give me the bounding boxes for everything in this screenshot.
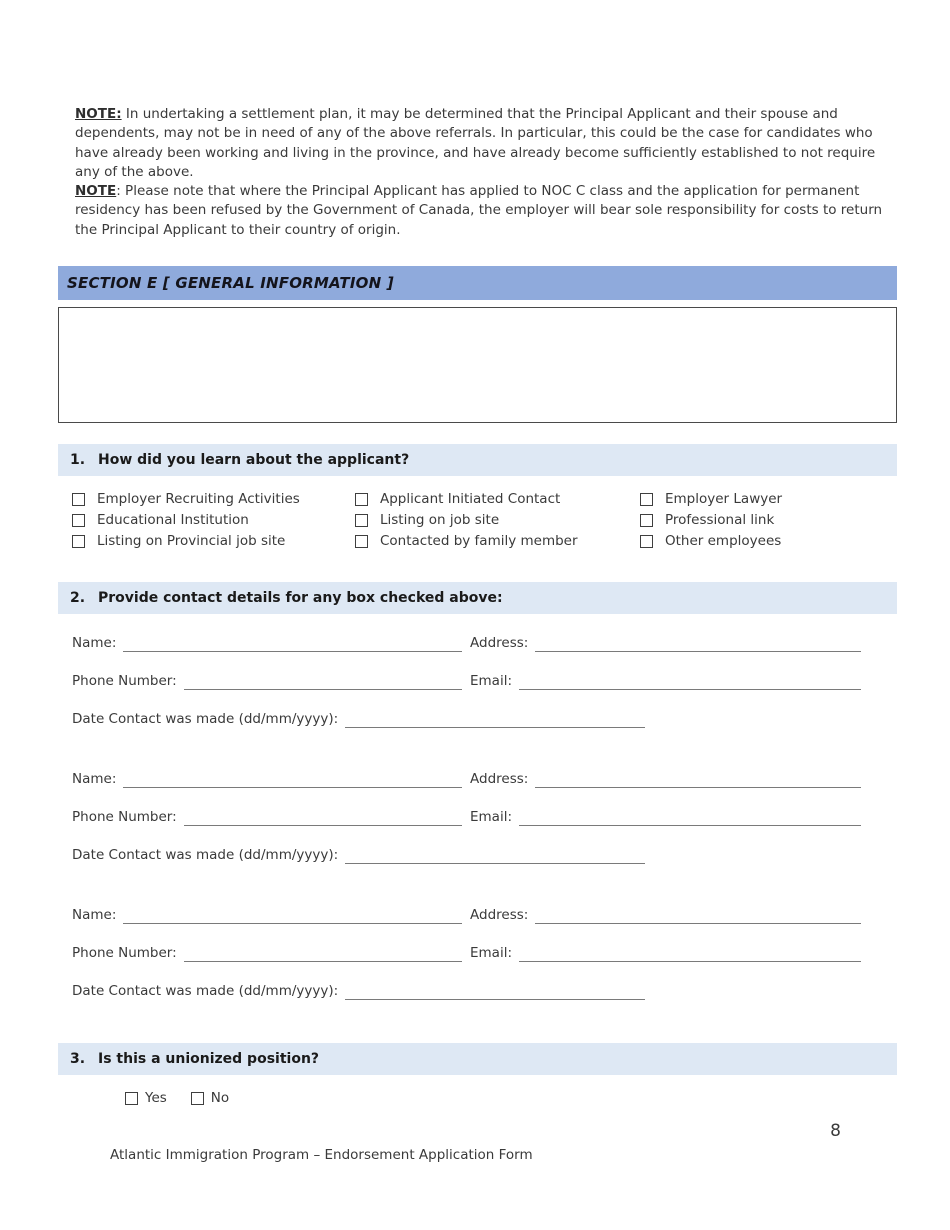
question-3-header [58, 1043, 897, 1075]
general-info-textbox[interactable] [58, 307, 897, 423]
contact-row [72, 907, 897, 927]
contact-3-phone-field[interactable] [184, 945, 462, 962]
contact-2-email-field[interactable] [519, 809, 861, 826]
question-2-title: Provide contact details for any box checked above: [98, 590, 503, 607]
contact-block-3 [72, 907, 897, 1003]
option-provincial-job-site [72, 531, 355, 551]
note-text: In undertaking a settlement plan, it may be determined that the Principal Applicant and their spouse and dependents, may not be in need of any of the above referrals. In particular, this could be the case for candidates who have already been working and living in the province, and have already become sufficiently established to not require any of the above. [75, 106, 876, 180]
name-group [72, 635, 462, 655]
email-label: Email: [470, 673, 513, 690]
section-e-title: SECTION E [ GENERAL INFORMATION ] [67, 274, 394, 293]
footer-title: Atlantic Immigration Program – Endorsement Application Form [110, 1147, 533, 1164]
option-no [191, 1088, 229, 1108]
note-label: NOTE [75, 183, 117, 200]
phone-group [72, 809, 462, 829]
phone-label: Phone Number: [72, 945, 177, 962]
checkbox-educational-institution[interactable] [72, 514, 85, 527]
contact-3-name-field[interactable] [123, 907, 462, 924]
date-contact-label: Date Contact was made (dd/mm/yyyy): [72, 983, 339, 1000]
phone-group [72, 673, 462, 693]
option-label: Educational Institution [97, 512, 249, 529]
contact-row [72, 809, 897, 829]
checkbox-yes[interactable] [125, 1092, 138, 1105]
address-group [470, 907, 861, 927]
contact-2-phone-field[interactable] [184, 809, 462, 826]
contact-block-1 [72, 635, 897, 731]
name-label: Name: [72, 771, 117, 788]
option-label: Professional link [665, 512, 775, 529]
checkbox-employer-recruiting[interactable] [72, 493, 85, 506]
option-employer-recruiting [72, 489, 355, 509]
question-3-title: Is this a unionized position? [98, 1051, 320, 1068]
option-other-employees [640, 531, 897, 551]
address-group [470, 771, 861, 791]
contact-row [72, 673, 897, 693]
note-settlement-plan [75, 105, 885, 182]
contact-3-address-field[interactable] [535, 907, 861, 924]
question-1-number: 1. [70, 452, 86, 469]
date-contact-label: Date Contact was made (dd/mm/yyyy): [72, 711, 339, 728]
contact-row [72, 983, 897, 1003]
email-group [470, 673, 861, 693]
contact-row [72, 635, 897, 655]
contact-row [72, 847, 897, 867]
contact-3-date-field[interactable] [345, 983, 645, 1000]
checkbox-contacted-family[interactable] [355, 535, 368, 548]
question-1-header [58, 444, 897, 476]
option-professional-link [640, 510, 897, 530]
contact-1-address-field[interactable] [535, 635, 861, 652]
option-label: Listing on Provincial job site [97, 533, 286, 550]
address-group [470, 635, 861, 655]
address-label: Address: [470, 635, 529, 652]
contact-1-phone-field[interactable] [184, 673, 462, 690]
note-text: : Please note that where the Principal Applicant has applied to NOC C class and the application for permanent residency has been refused by the Government of Canada, the employer will bear sole responsibility for costs to return the Principal Applicant to their country of origin. [75, 183, 883, 238]
checkbox-provincial-job-site[interactable] [72, 535, 85, 548]
contact-2-name-field[interactable] [123, 771, 462, 788]
option-label: Listing on job site [380, 512, 500, 529]
contact-1-date-field[interactable] [345, 711, 645, 728]
contact-row [72, 771, 897, 791]
checkbox-employer-lawyer[interactable] [640, 493, 653, 506]
page-number: 8 [830, 1121, 841, 1142]
question-2-number: 2. [70, 590, 86, 607]
question-3-number: 3. [70, 1051, 86, 1068]
option-yes [125, 1088, 167, 1108]
name-group [72, 907, 462, 927]
email-group [470, 809, 861, 829]
email-group [470, 945, 861, 965]
note-label: NOTE: [75, 106, 122, 122]
address-label: Address: [470, 771, 529, 788]
email-label: Email: [470, 945, 513, 962]
address-label: Address: [470, 907, 529, 924]
question-3-options [125, 1088, 897, 1109]
checkbox-listing-job-site[interactable] [355, 514, 368, 527]
name-group [72, 771, 462, 791]
options-column-1 [72, 489, 355, 552]
question-1-options [72, 489, 897, 552]
email-label: Email: [470, 809, 513, 826]
name-label: Name: [72, 635, 117, 652]
checkbox-applicant-initiated[interactable] [355, 493, 368, 506]
contact-2-date-field[interactable] [345, 847, 645, 864]
notes-section [75, 105, 885, 240]
option-employer-lawyer [640, 489, 897, 509]
option-label: Contacted by family member [380, 533, 578, 550]
checkbox-professional-link[interactable] [640, 514, 653, 527]
phone-label: Phone Number: [72, 673, 177, 690]
option-listing-job-site [355, 510, 640, 530]
option-label: Employer Recruiting Activities [97, 491, 300, 508]
date-contact-label: Date Contact was made (dd/mm/yyyy): [72, 847, 339, 864]
contact-1-name-field[interactable] [123, 635, 462, 652]
option-label: Employer Lawyer [665, 491, 783, 508]
phone-group [72, 945, 462, 965]
no-label: No [210, 1090, 230, 1107]
checkbox-no[interactable] [191, 1092, 204, 1105]
yes-label: Yes [145, 1090, 167, 1107]
contact-2-address-field[interactable] [535, 771, 861, 788]
contact-details-section [72, 635, 897, 1003]
contact-block-2 [72, 771, 897, 867]
question-1-title: How did you learn about the applicant? [98, 452, 410, 469]
phone-label: Phone Number: [72, 809, 177, 826]
checkbox-other-employees[interactable] [640, 535, 653, 548]
name-label: Name: [72, 907, 117, 924]
option-contacted-family [355, 531, 640, 551]
contact-row [72, 945, 897, 965]
note-noc-c-class [75, 182, 885, 240]
option-educational-institution [72, 510, 355, 530]
option-applicant-initiated [355, 489, 640, 509]
contact-row [72, 711, 897, 731]
option-label: Applicant Initiated Contact [380, 491, 561, 508]
options-column-3 [640, 489, 897, 552]
options-column-2 [355, 489, 640, 552]
option-label: Other employees [665, 533, 782, 550]
question-2-header [58, 582, 897, 614]
contact-1-email-field[interactable] [519, 673, 861, 690]
contact-3-email-field[interactable] [519, 945, 861, 962]
section-e-header [58, 266, 897, 300]
